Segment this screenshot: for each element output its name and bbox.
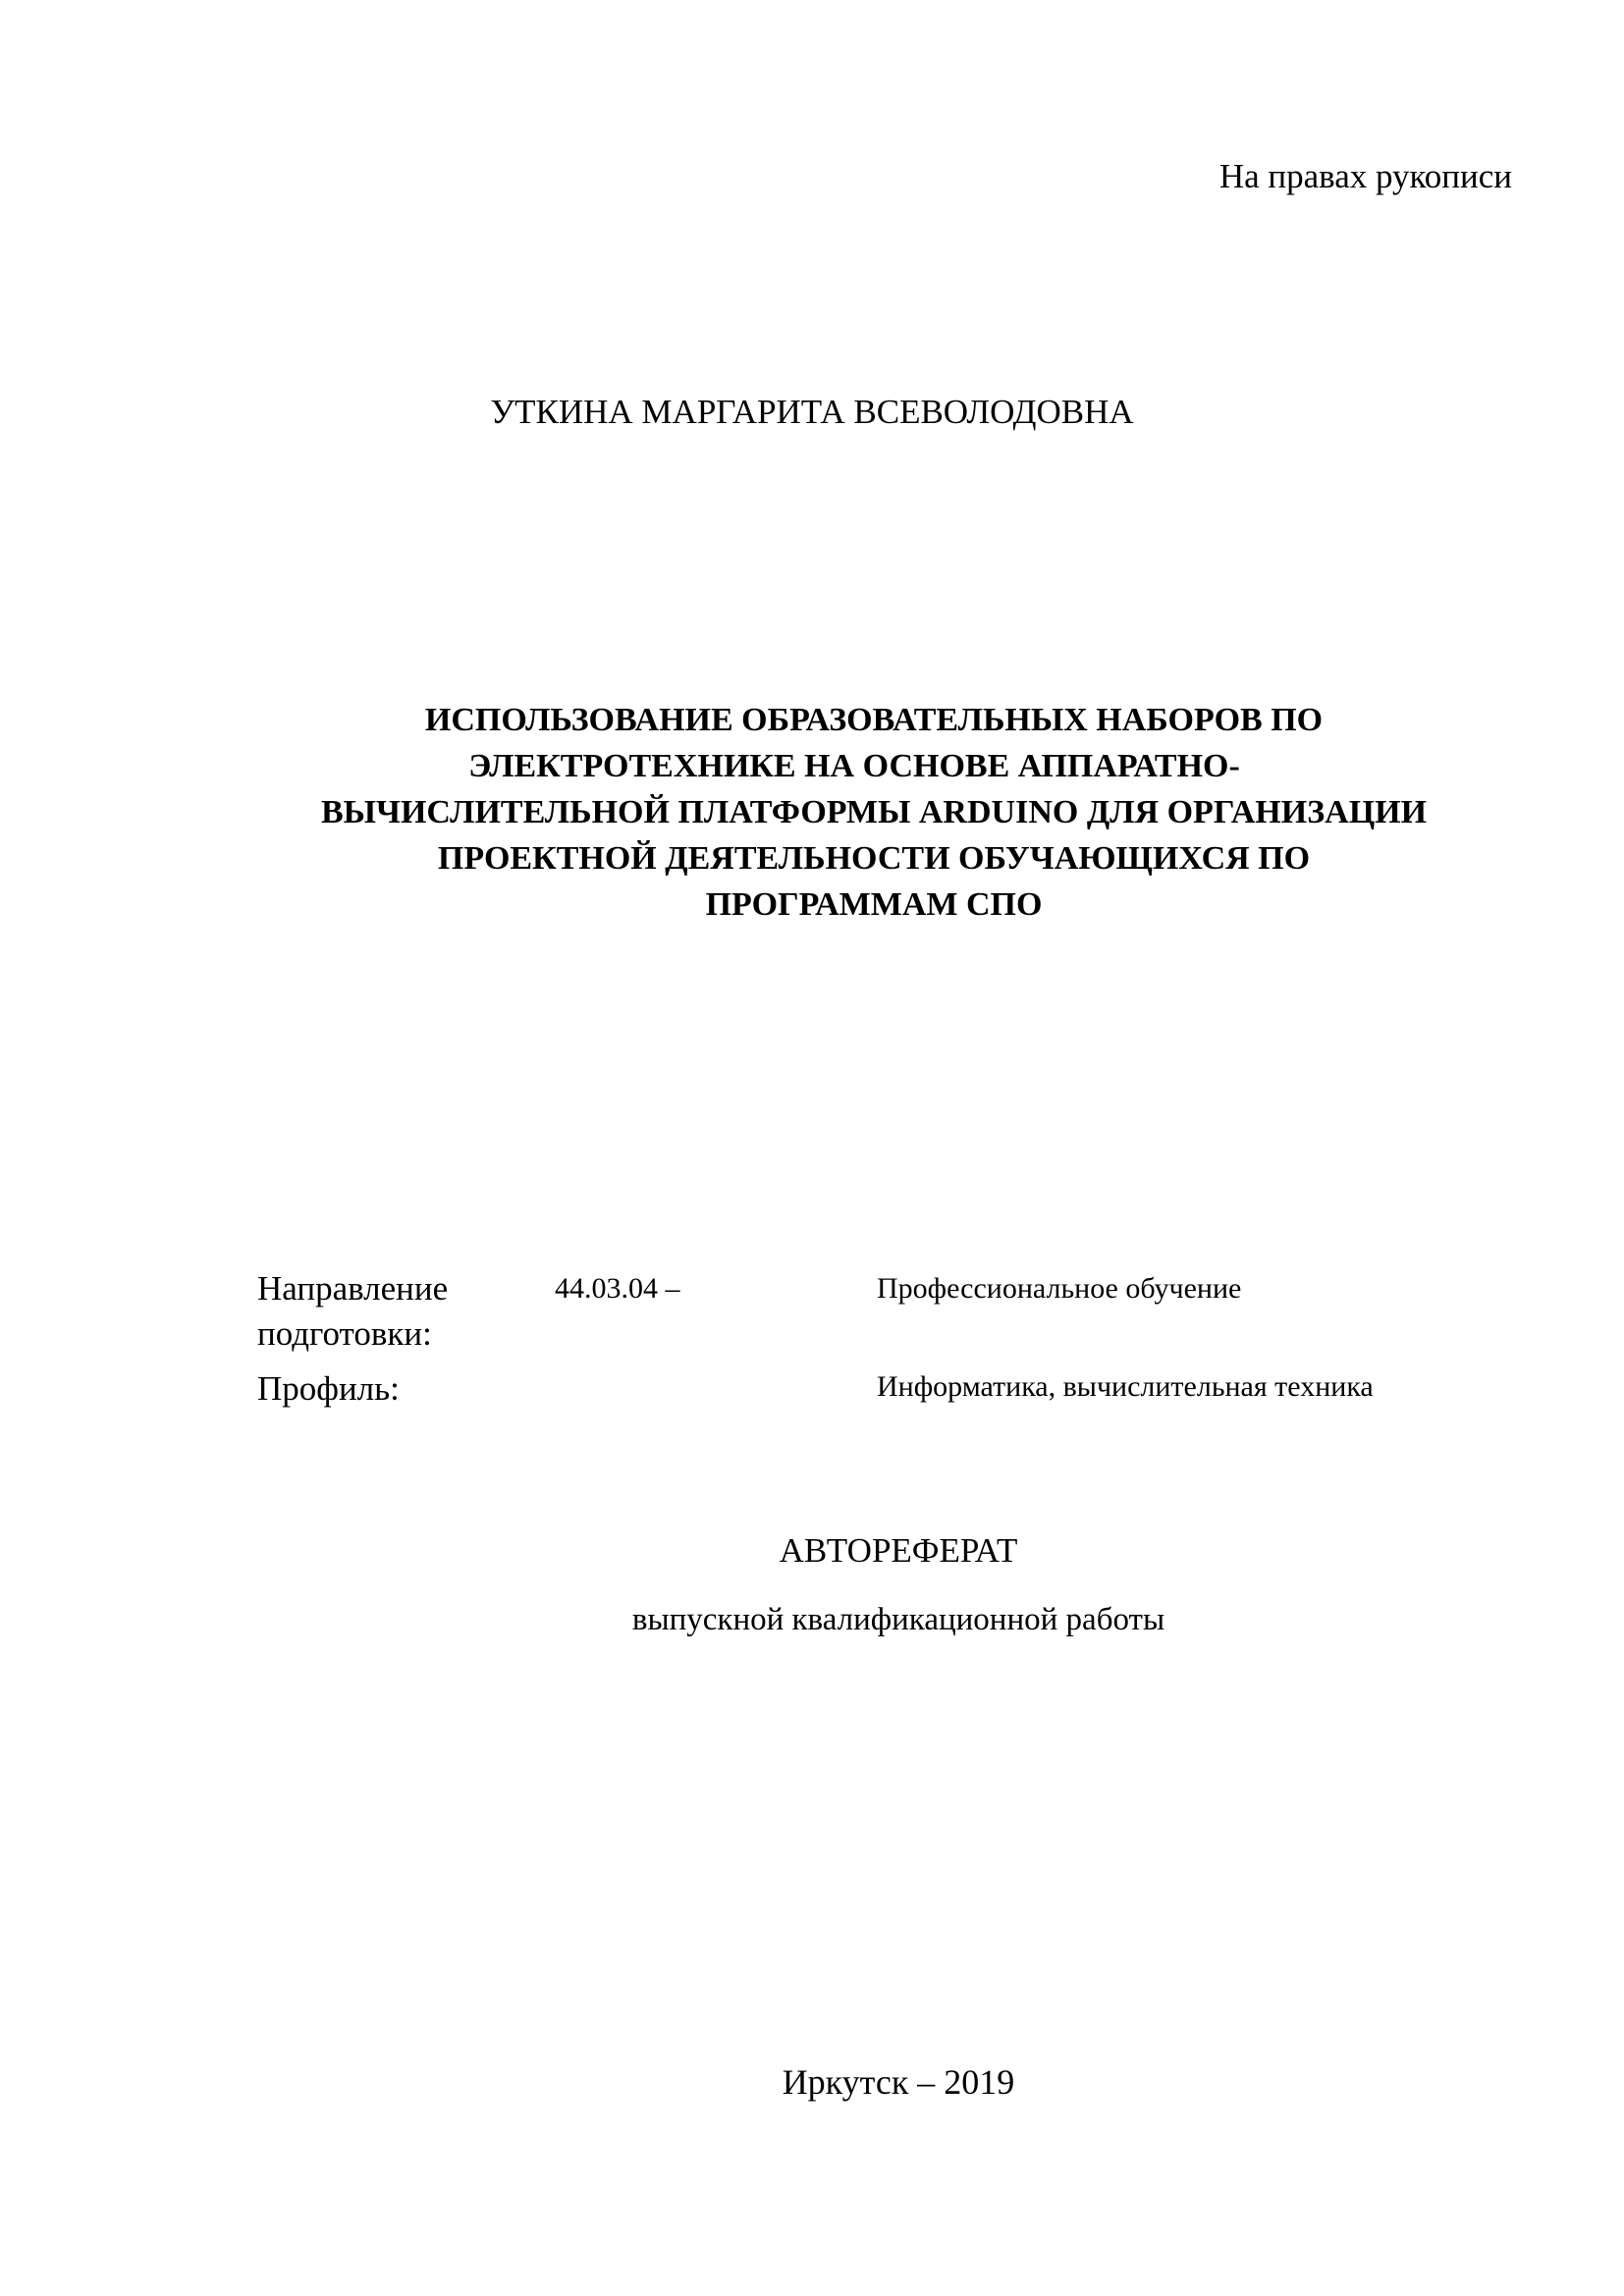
- manuscript-note: На правах рукописи: [1218, 157, 1512, 195]
- title-line: ВЫЧИСЛИТЕЛЬНОЙ ПЛАТФОРМЫ ARDUINO ДЛЯ ОРГАНИЗАЦИИ: [320, 794, 1428, 830]
- direction-value: Профессиональное обучение: [877, 1272, 1242, 1305]
- title-line: ИСПОЛЬЗОВАНИЕ ОБРАЗОВАТЕЛЬНЫХ НАБОРОВ ПО: [424, 702, 1324, 738]
- direction-label: [257, 1266, 448, 1357]
- profile-label: Профиль:: [257, 1369, 400, 1408]
- title-line: ПРОГРАММАМ СПО: [705, 886, 1043, 923]
- thesis-title: [196, 697, 1551, 928]
- direction-label-line2: подготовки:: [257, 1314, 432, 1353]
- author-name: УТКИНА МАРГАРИТА ВСЕВОЛОДОВНА: [490, 393, 1134, 431]
- city-year: Иркутск – 2019: [782, 2062, 1015, 2102]
- abstract-subtitle: выпускной квалификационной работы: [631, 1602, 1165, 1637]
- title-line: ЭЛЕКТРОТЕХНИКЕ НА ОСНОВЕ АППАРАТНО-: [468, 748, 1240, 784]
- profile-value: Информатика, вычислительная техника: [877, 1370, 1374, 1403]
- title-line: ПРОЕКТНОЙ ДЕЯТЕЛЬНОСТИ ОБУЧАЮЩИХСЯ ПО: [437, 840, 1311, 877]
- direction-code: 44.03.04 –: [555, 1272, 680, 1305]
- abstract-heading: АВТОРЕФЕРАТ: [779, 1531, 1018, 1570]
- direction-label-line1: Направление: [257, 1269, 449, 1308]
